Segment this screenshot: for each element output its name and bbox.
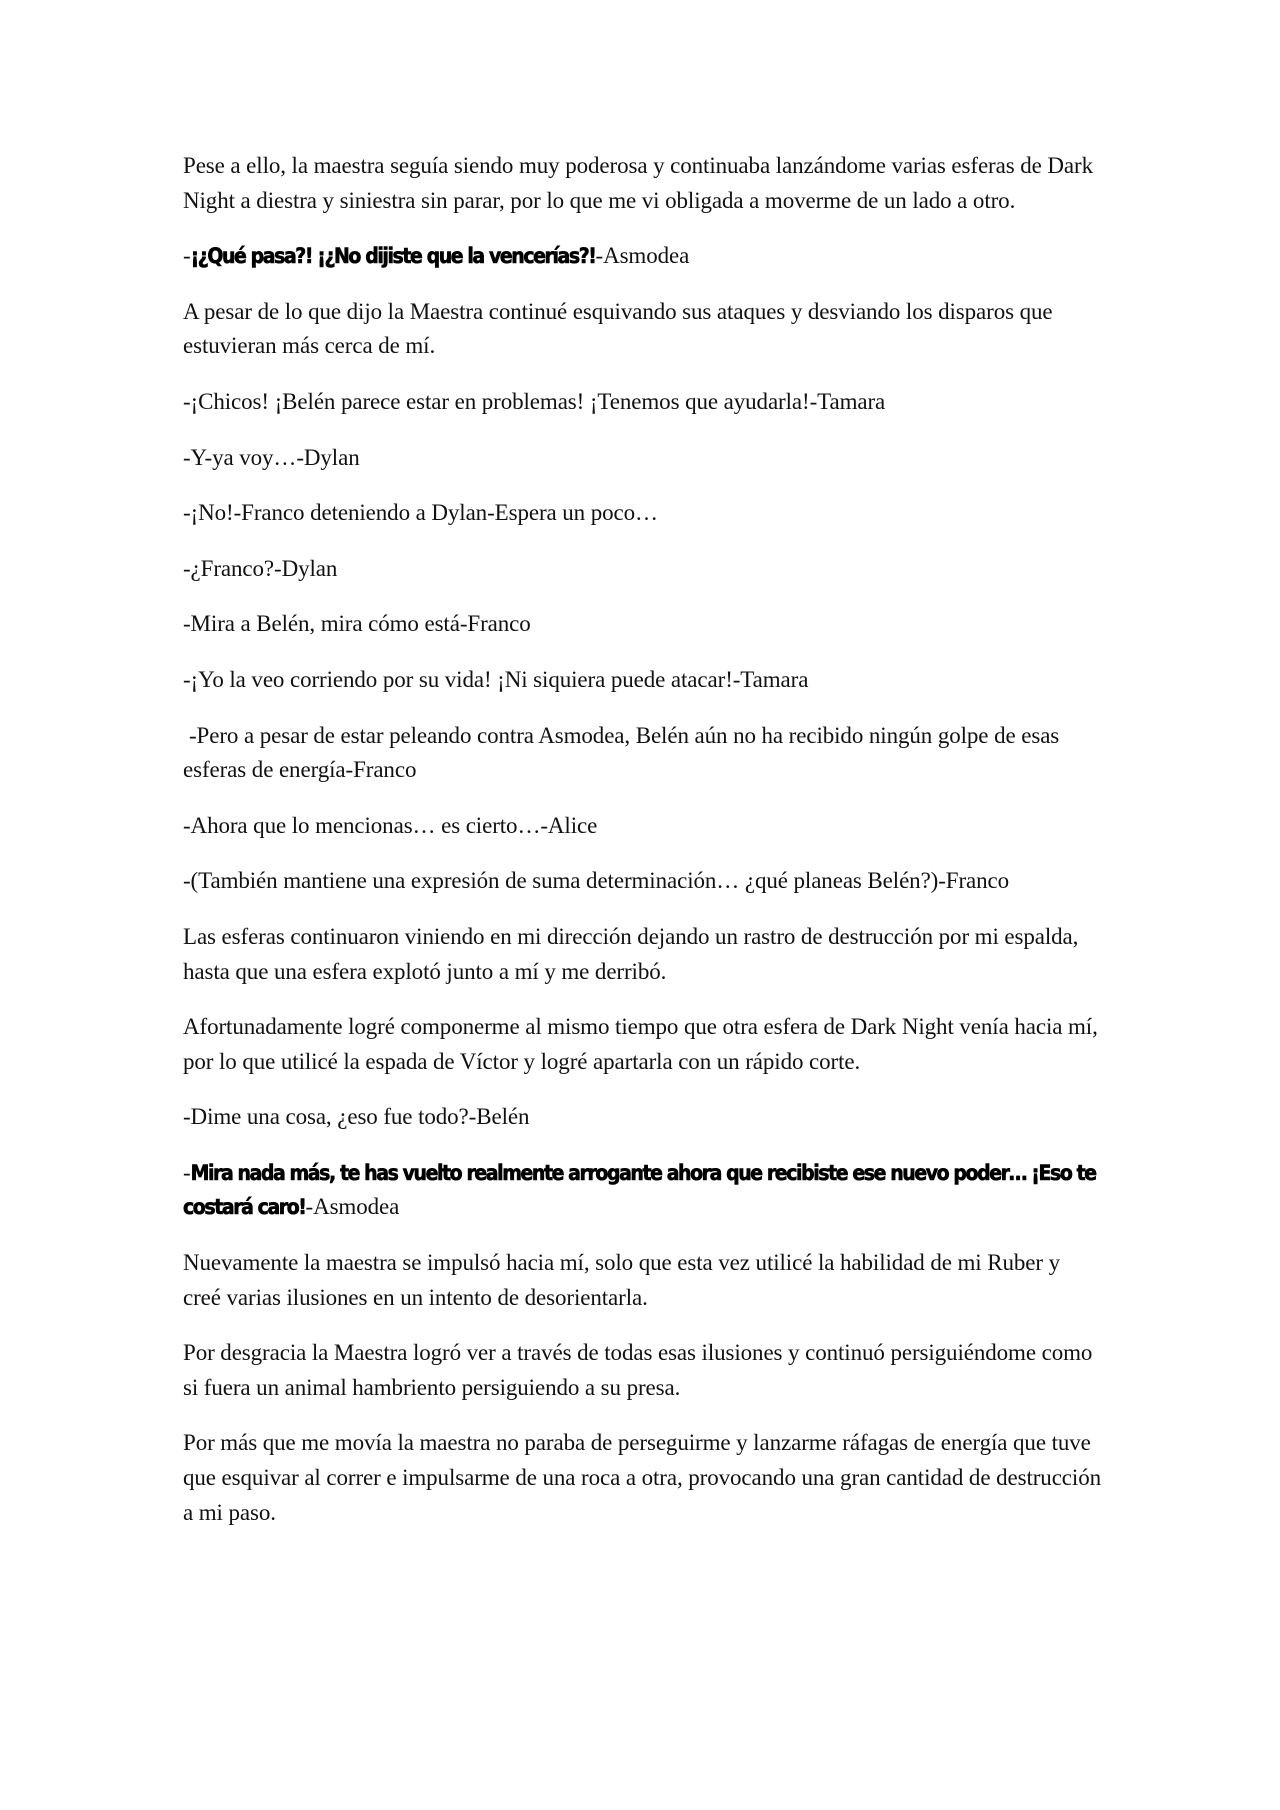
narration-paragraph: Afortunadamente logré componerme al mismo tiempo que otra esfera de Dark Night venía hacia mí, por lo que utilicé la espada de Víctor y logré apartarla con un rápido corte. [183, 1014, 1098, 1074]
shout-dialogue-paragraph [183, 239, 1103, 274]
dialogue-paragraph: -¿Franco?-Dylan [183, 555, 338, 581]
narration-paragraph: Pese a ello, la maestra seguía siendo muy poderosa y continuaba lanzándome varias esferas de Dark Night a diestra y siniestra sin parar, por lo que me vi obligada a moverme de un lado a otro. [183, 153, 1093, 213]
narration-paragraph: Por desgracia la Maestra logró ver a través de todas esas ilusiones y continuó persiguiéndome como si fuera un animal hambriento persiguiendo a su presa. [183, 1340, 1093, 1400]
shouted-line: Mira nada más, te has vuelto realmente arrogante ahora que recibiste ese nuevo poder… ¡Eso te costará caro! [183, 1160, 1096, 1220]
dialogue-paragraph: -¡Chicos! ¡Belén parece estar en problemas! ¡Tenemos que ayudarla!-Tamara [183, 388, 886, 414]
speaker-tag: -Asmodea [595, 243, 690, 269]
narration-paragraph: Nuevamente la maestra se impulsó hacia mí, solo que esta vez utilicé la habilidad de mi Ruber y creé varias ilusiones en un intento de desorientarla. [183, 1250, 1061, 1310]
dialogue-paragraph: -Dime una cosa, ¿eso fue todo?-Belén [183, 1104, 530, 1130]
dialogue-paragraph: -¡Yo la veo corriendo por su vida! ¡Ni siquiera puede atacar!-Tamara [183, 666, 809, 692]
narration-paragraph: A pesar de lo que dijo la Maestra continué esquivando sus ataques y desviando los disparos que estuvieran más cerca de mí. [183, 298, 1053, 359]
speaker-tag: -Asmodea [305, 1194, 400, 1220]
narration-paragraph: Las esferas continuaron viniendo en mi dirección dejando un rastro de destrucción por mi espalda, hasta que una esfera explotó junto a mí y me derribó. [183, 923, 1079, 984]
dialogue-dash: - [183, 243, 191, 269]
dialogue-dash: - [183, 1159, 191, 1185]
shout-dialogue-paragraph [183, 1156, 1103, 1225]
dialogue-paragraph: -Ahora que lo mencionas… es cierto…-Alice [183, 812, 598, 838]
dialogue-paragraph: -Y-ya voy…-Dylan [183, 444, 360, 470]
dialogue-paragraph: -Pero a pesar de estar peleando contra Asmodea, Belén aún no ha recibido ningún golpe de esas esferas de energía-Franco [183, 722, 1060, 783]
dialogue-paragraph: -(También mantiene una expresión de suma determinación… ¿qué planeas Belén?)-Franco [183, 868, 1010, 894]
shouted-line: ¡¿Qué pasa?! ¡¿No dijiste que la vencerías?! [190, 244, 596, 269]
page-body-text [183, 149, 1103, 1551]
narration-paragraph: Por más que me movía la maestra no paraba de perseguirme y lanzarme ráfagas de energía que tuve que esquivar al correr e impulsarme de una roca a otra, provocando una gran cantidad de destrucción a mi paso. [183, 1430, 1102, 1525]
dialogue-paragraph: -Mira a Belén, mira cómo está-Franco [183, 611, 531, 637]
dialogue-paragraph: -¡No!-Franco deteniendo a Dylan-Espera un poco… [183, 500, 658, 526]
